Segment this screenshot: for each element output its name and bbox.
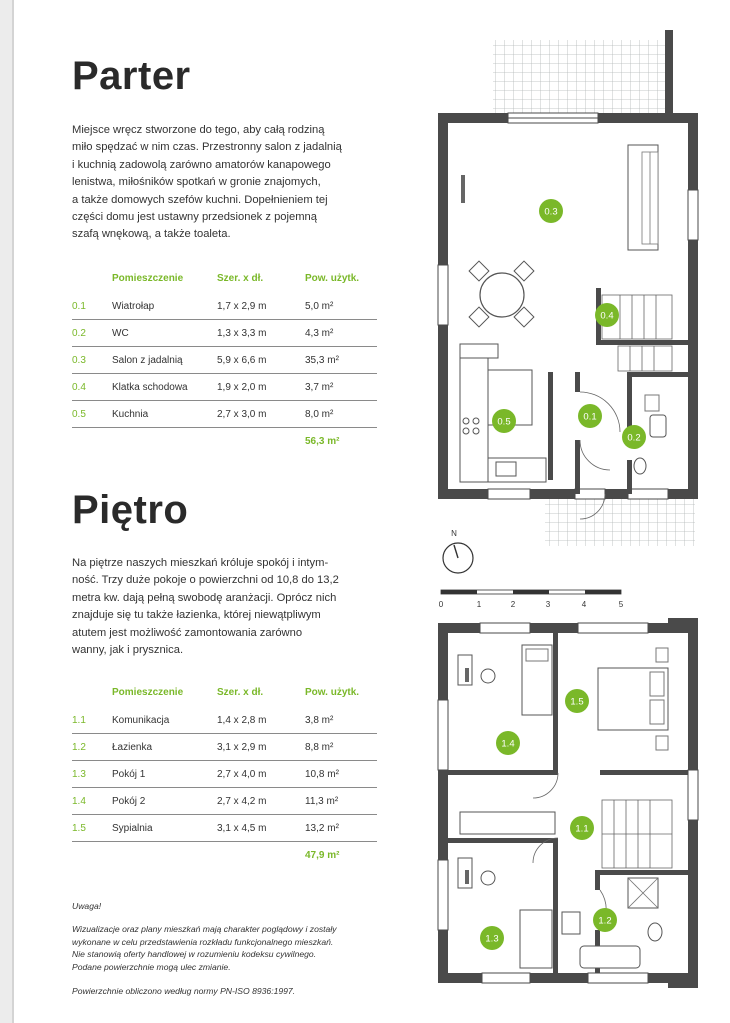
scale-tick: 0 [438, 600, 444, 609]
scale-tick: 1 [476, 600, 482, 609]
room-number: 1.2 [72, 734, 112, 761]
pietro-title: Piętro [72, 488, 189, 532]
svg-text:1.2: 1.2 [598, 915, 612, 927]
room-number: 0.2 [72, 320, 112, 347]
note-heading: Uwaga! [72, 901, 102, 911]
room-number: 1.5 [72, 815, 112, 842]
room-label-0-3 [539, 199, 563, 223]
total-area: 47,9 m² [305, 849, 340, 861]
terrace-north [493, 40, 665, 118]
room-label-1-4 [496, 731, 520, 755]
scale-tick: 3 [545, 600, 551, 609]
svg-text:1.1: 1.1 [575, 823, 589, 835]
room-label-0-4 [595, 303, 619, 327]
room-area: 3,7 m² [305, 374, 377, 401]
room-label-0-2 [622, 425, 646, 449]
room-number: 1.1 [72, 707, 112, 734]
room-area: 3,8 m² [305, 707, 377, 734]
room-dimensions: 2,7 x 4,0 m [217, 761, 305, 788]
svg-text:0.4: 0.4 [600, 310, 614, 322]
col-header-name: Pomieszczenie [112, 687, 184, 698]
svg-text:1.5: 1.5 [570, 696, 584, 708]
room-name: Wiatrołap [112, 293, 217, 320]
svg-text:1.4: 1.4 [501, 738, 515, 750]
room-name: Komunikacja [112, 707, 217, 734]
svg-text:N: N [451, 529, 457, 538]
scale-bar [439, 590, 624, 609]
room-label-1-1 [570, 816, 594, 840]
scale-tick: 5 [618, 600, 624, 609]
room-dimensions: 1,7 x 2,9 m [217, 293, 305, 320]
room-name: Klatka schodowa [112, 374, 217, 401]
room-dimensions: 1,9 x 2,0 m [217, 374, 305, 401]
room-number: 0.5 [72, 401, 112, 428]
room-number: 0.1 [72, 293, 112, 320]
room-area: 10,8 m² [305, 761, 377, 788]
room-number: 0.4 [72, 374, 112, 401]
col-header-dim: Szer. x dł. [217, 687, 264, 698]
room-name: Pokój 2 [112, 788, 217, 815]
room-area: 8,0 m² [305, 401, 377, 428]
room-label-1-3 [480, 926, 504, 950]
svg-text:0.1: 0.1 [583, 411, 597, 423]
room-area: 8,8 m² [305, 734, 377, 761]
room-dimensions: 1,3 x 3,3 m [217, 320, 305, 347]
col-header-dim: Szer. x dł. [217, 273, 264, 284]
room-name: Salon z jadalnią [112, 347, 217, 374]
room-dimensions: 3,1 x 4,5 m [217, 815, 305, 842]
ground-floor-plan [438, 30, 698, 546]
norm-note: Powierzchnie obliczono według normy PN-ISO 8936:1997. [72, 986, 296, 996]
room-area: 4,3 m² [305, 320, 377, 347]
room-label-0-1 [578, 404, 602, 428]
col-header-area: Pow. użytk. [305, 687, 360, 698]
scale-tick: 2 [510, 600, 516, 609]
parter-intro: Miejsce wręcz stworzone do tego, aby całą rodziną miło spędzać w nim czas. Przestronny salon z jadalnią i kuchnią zadowolą zarówno amatorów kanapowego lenistwa, miłośników spotkań w gronie znajomych, a także domowych szefów kuchni. Dopełnieniem tej części domu jest ustawny przedsionek z pojemną szafą wnękową, a także toaleta. [72, 124, 342, 241]
svg-text:0.3: 0.3 [544, 206, 558, 218]
first-floor-plan [438, 618, 698, 988]
room-dimensions: 1,4 x 2,8 m [217, 707, 305, 734]
total-area: 56,3 m² [305, 435, 340, 447]
room-area: 35,3 m² [305, 347, 377, 374]
room-dimensions: 2,7 x 3,0 m [217, 401, 305, 428]
room-number: 0.3 [72, 347, 112, 374]
room-name: Sypialnia [112, 815, 217, 842]
parter-title: Parter [72, 54, 191, 98]
room-label-1-2 [593, 908, 617, 932]
col-header-name: Pomieszczenie [112, 273, 184, 284]
room-name: WC [112, 320, 217, 347]
svg-text:0.5: 0.5 [497, 416, 511, 428]
room-name: Pokój 1 [112, 761, 217, 788]
room-dimensions: 2,7 x 4,2 m [217, 788, 305, 815]
room-dimensions: 3,1 x 2,9 m [217, 734, 305, 761]
room-label-1-5 [565, 689, 589, 713]
svg-text:0.2: 0.2 [627, 432, 641, 444]
room-area: 11,3 m² [305, 788, 377, 815]
room-name: Kuchnia [112, 401, 217, 428]
room-name: Łazienka [112, 734, 217, 761]
wall [665, 30, 673, 122]
room-area: 13,2 m² [305, 815, 377, 842]
room-area: 5,0 m² [305, 293, 377, 320]
room-number: 1.3 [72, 761, 112, 788]
svg-text:1.3: 1.3 [485, 933, 499, 945]
room-dimensions: 5,9 x 6,6 m [217, 347, 305, 374]
room-number: 1.4 [72, 788, 112, 815]
compass [443, 529, 473, 573]
pietro-intro: Na piętrze naszych mieszkań króluje spokój i intym- ność. Trzy duże pokoje o powierzchni od 10,8 do 13,2 metra kw. dają pełną swobodę aranżacji. Oprócz nich znajduje się tu także łazienka, której niewątpliwym atutem jest możliwość zamontowania zarówno wanny, jak i prysznica. [72, 557, 339, 657]
col-header-area: Pow. użytk. [305, 273, 360, 284]
dining-table [480, 273, 524, 317]
disclaimer: Wizualizacje oraz plany mieszkań mają charakter poglądowy i zostały wykonane w celu przedstawienia rozkładu funkcjonalnego mieszkań. Nie stanowią oferty handlowej w rozumieniu kodeksu cywilnego. Podane powierzchnie mogą ulec zmianie. [72, 924, 337, 972]
room-label-0-5 [492, 409, 516, 433]
scale-tick: 4 [581, 600, 587, 609]
